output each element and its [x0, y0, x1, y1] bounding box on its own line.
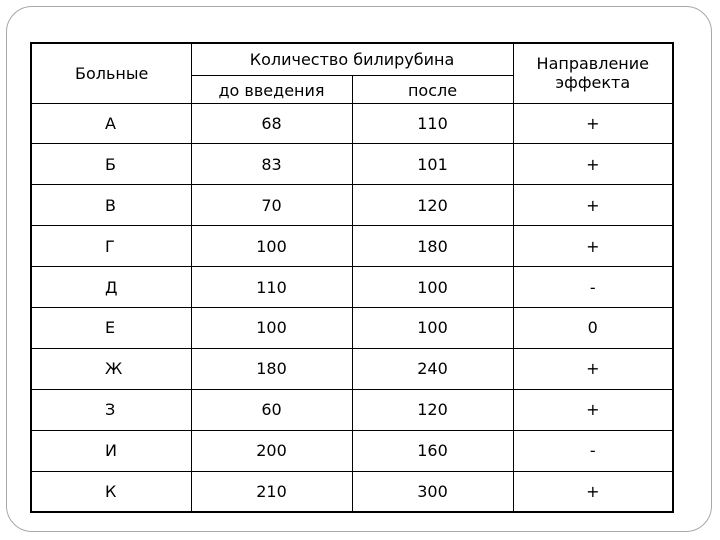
before-value-cell: 210 [191, 471, 352, 512]
after-value-cell: 110 [352, 103, 513, 144]
before-value-cell: 200 [191, 430, 352, 471]
after-value-cell: 160 [352, 430, 513, 471]
before-value-cell: 60 [191, 389, 352, 430]
header-row-top [31, 43, 673, 75]
effect-cell: + [513, 144, 673, 185]
after-value-cell: 120 [352, 389, 513, 430]
table-body [31, 103, 673, 512]
header-after: после [352, 75, 513, 103]
patient-cell: З [31, 389, 191, 430]
before-value-cell: 100 [191, 307, 352, 348]
patient-cell: Е [31, 307, 191, 348]
table-row [31, 348, 673, 389]
effect-cell: 0 [513, 307, 673, 348]
patient-cell: Г [31, 226, 191, 267]
after-value-cell: 300 [352, 471, 513, 512]
patient-cell: И [31, 430, 191, 471]
header-effect [513, 43, 673, 103]
table-header [31, 43, 673, 103]
after-value-cell: 101 [352, 144, 513, 185]
after-value-cell: 180 [352, 226, 513, 267]
patient-cell: В [31, 185, 191, 226]
effect-cell: + [513, 185, 673, 226]
after-value-cell: 120 [352, 185, 513, 226]
table-row [31, 185, 673, 226]
before-value-cell: 100 [191, 226, 352, 267]
table-row [31, 144, 673, 185]
header-before: до введения [191, 75, 352, 103]
after-value-cell: 100 [352, 267, 513, 308]
patient-cell: Ж [31, 348, 191, 389]
patient-cell: К [31, 471, 191, 512]
table-row [31, 103, 673, 144]
after-value-cell: 240 [352, 348, 513, 389]
table-row [31, 307, 673, 348]
before-value-cell: 68 [191, 103, 352, 144]
header-bilirubin: Количество билирубина [191, 43, 513, 75]
effect-cell: + [513, 471, 673, 512]
patient-cell: А [31, 103, 191, 144]
before-value-cell: 70 [191, 185, 352, 226]
patient-cell: Б [31, 144, 191, 185]
effect-cell: - [513, 267, 673, 308]
after-value-cell: 100 [352, 307, 513, 348]
before-value-cell: 180 [191, 348, 352, 389]
effect-cell: - [513, 430, 673, 471]
effect-cell: + [513, 389, 673, 430]
table-row [31, 389, 673, 430]
table-row [31, 430, 673, 471]
effect-cell: + [513, 103, 673, 144]
header-effect-line2: эффекта [555, 73, 631, 93]
bilirubin-table [30, 42, 674, 513]
effect-cell: + [513, 348, 673, 389]
header-patients: Больные [31, 43, 191, 103]
patient-cell: Д [31, 267, 191, 308]
table-row [31, 226, 673, 267]
table-row [31, 471, 673, 512]
before-value-cell: 83 [191, 144, 352, 185]
header-effect-line1: Направление [536, 54, 649, 74]
before-value-cell: 110 [191, 267, 352, 308]
table-row [31, 267, 673, 308]
effect-cell: + [513, 226, 673, 267]
